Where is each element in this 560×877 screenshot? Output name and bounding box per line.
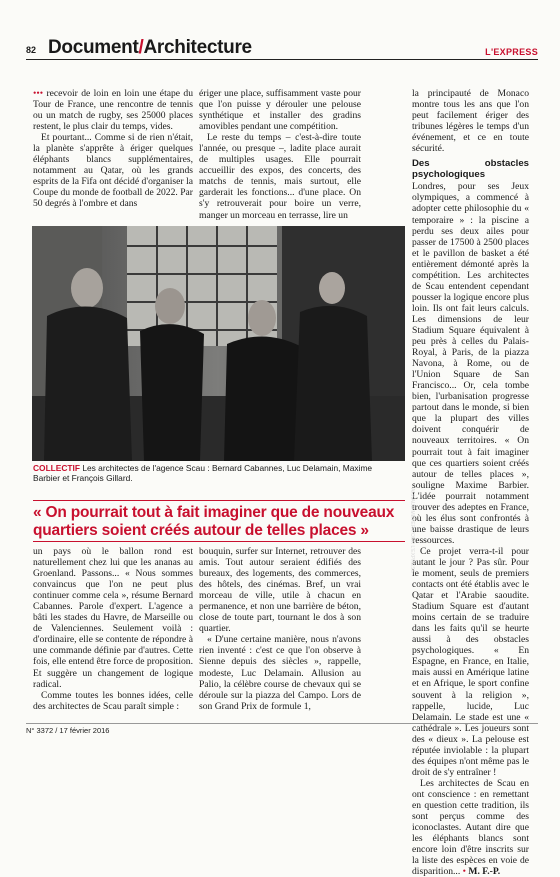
brand-logo: L'EXPRESS [485, 47, 538, 57]
paragraph: un pays où le ballon rond est naturellement chez lui que les ananas au Groenland. Passons... « Nous sommes convaincus que l'on ne peut plus continuer comme cela », résume Bernard Cabannes. Parole d'expert. L'agence a bâti les stades du Havre, de Marseille ou de Valenciennes. Seulement voilà : d'ordinaire, elle se contente de répondre à une commande définie par d'autres. Cette fois, elle entend être force de proposition. Et suggère un changement de logique radical. [33, 546, 193, 690]
page-number: 82 [26, 45, 37, 55]
section-slash: / [138, 37, 144, 58]
photo-credit: ARNAUD MEYER POUR L'EXPRESS [409, 488, 415, 573]
photo-image [32, 226, 405, 461]
page-header [26, 36, 538, 60]
paragraph: la principauté de Monaco montre tous les ans que l'on peut facilement ériger des tribunes légères le temps d'un événement, et ce en toute sécurité. [412, 88, 529, 155]
paragraph: Ce projet verra-t-il pour autant le jour ? Pas sûr. Pour le moment, seuls de premiers contacts ont été établis avec le Qatar et l'Arabie saoudite. Stadium Square est d'autant moins certain de se traduire dans les faits qu'il se heurte aussi à des obstacles psychologiques. « En Espagne, en France, en Italie, mais aussi en Amérique latine et en Afrique, le sport confine souvent à la religion », rappelle, lucide, Luc Delamain. Le stade est une « cathédrale ». Les joueurs sont des « dieux ». La pelouse est réputée inviolable : la plupart des équipes n'ont même pas le droit de s'y entraîner ! [412, 545, 529, 778]
paragraph: Londres, pour ses Jeux olympiques, a commencé à adopter cette philosophie du « temporaire » : la piscine a perdu ses deux ailes pour passer de 17500 à 2500 places et le pavillon de basket a été entièrement démonté après la compétition. Les architectes de Scau entendent cependant pousser la logique encore plus loin. Ils ont fait leurs calculs. Les dimensions de leur Stadium Square équivalent à peu près à celles du Palais-Royal, à Paris, de la piazza Navona, à Rome, ou de l'Union Square de San Francisco... Or, cela tombe bien, l'urbanisation progresse partout dans le monde, si bien que la plupart des villes doivent conquérir de nouveaux territoires. « On pourrait tout à fait imaginer que ces quartiers soient créés autour de telles places », souligne Maxime Barbier. L'idée pourrait notamment trouver des adeptes en France, où les élus sont confrontés à une baisse drastique de leurs ressources. [412, 181, 529, 546]
column-2-bottom [199, 546, 361, 712]
column-3 [412, 88, 529, 877]
pull-quote-rule-top [33, 500, 405, 501]
signature: M. F.-P. [468, 866, 501, 877]
paragraph: Les architectes de Scau en ont conscience : en remettant en question cette tradition, ils sont perçus comme des iconoclastes. Autant dire que les éléphants blancs sont encore loin d'être inscrits sur la liste des espèces en voie de disparition... • M. F.-P. [412, 777, 529, 877]
pull-quote: « On pourrait tout à fait imaginer que de nouveaux quartiers soient créés autour de telles places » [33, 504, 395, 539]
pull-quote-rule-bottom [33, 541, 405, 542]
issue-info: N° 3372 / 17 février 2016 [26, 726, 110, 735]
paragraph: ériger une place, suffisamment vaste pour que l'on puisse y dérouler une pelouse synthétique et installer des gradins amovibles pendant une compétition. [199, 88, 361, 133]
paragraph: Comme toutes les bonnes idées, celle des architectes de Scau paraît simple : [33, 689, 193, 712]
section-title [48, 37, 252, 59]
section-right: Architecture [143, 37, 252, 58]
paragraph: « D'une certaine manière, nous n'avons rien inventé : c'est ce que l'on observe à Sienne depuis des siècles », rappelle, modeste, Luc Delamain. Allusion au Palio, la célèbre course de chevaux qui se déroule sur la piazza del Campo. Lors de son Grand Prix de formule 1, [199, 634, 361, 712]
caption-kicker: COLLECTIF [33, 463, 80, 473]
column-1-top [33, 88, 193, 220]
paragraph: bouquin, surfer sur Internet, retrouver des amis. Tout autour seraient édifiés des bureaux, des logements, des commerces, des hôtels, des cinémas. Bref, un vrai morceau de ville, utile à chacun en permanence, et non une barrière de béton, close de toute part, tournant le dos à son quartier. [199, 546, 361, 635]
column-1-bottom [33, 546, 193, 712]
photo-caption [33, 463, 393, 483]
section-left: Document [48, 37, 139, 58]
caption-text: Les architectes de l'agence Scau : Bernard Cabannes, Luc Delamain, Maxime Barbier et François Gillard. [33, 463, 373, 483]
paragraph: Et pourtant... Comme si de rien n'était, la planète s'apprête à ériger quelques éléphants blancs supplémentaires, notamment au Qatar, où les grands esprits de la Fifa ont décidé d'organiser la Coupe du monde de football de 2022. Par 50 degrés à l'ombre et dans [33, 132, 193, 210]
page-footer [26, 723, 538, 735]
column-2-top [199, 88, 361, 220]
paragraph: Le reste du temps – c'est-à-dire toute l'année, ou presque –, ladite place aurait de multiples usages. Elle pourrait accueillir des expos, des concerts, des matchs de tennis, mais surtout, elle garderait les fonctions... d'une place. On s'y retrouverait pour boire un verre, manger un morceau en terrasse, lire un [199, 132, 361, 221]
paragraph: ••• recevoir de loin en loin une étape du Tour de France, une rencontre de tennis ou un match de rugby, ses 25000 places restent, le plus clair du temps, vides. [33, 88, 193, 133]
subheading: Des obstacles psychologiques [412, 158, 529, 181]
